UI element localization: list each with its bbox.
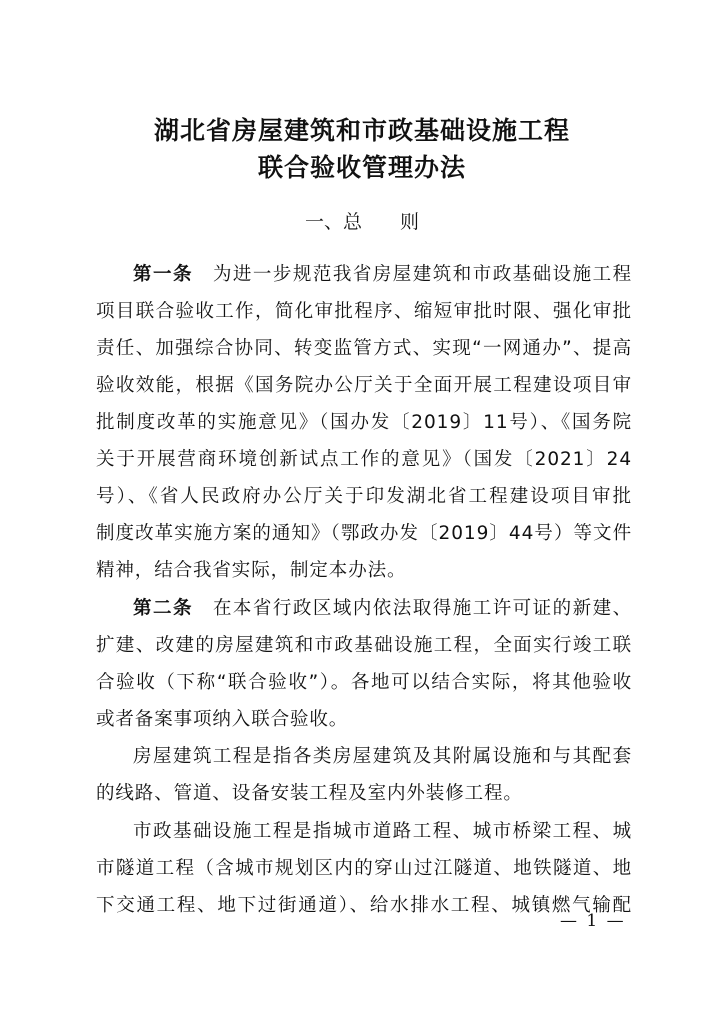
article-1-line: 关于开展营商环境创新试点工作的意见》（国发〔2021〕24 (96, 449, 632, 470)
article-1-line: 号）、《省人民政府办公厅关于印发湖北省工程建设项目审批 (96, 486, 632, 507)
article-2-label: 第二条 (133, 598, 193, 619)
article-1-text: 为进一步规范我省房屋建筑和市政基础设施工程 (212, 264, 632, 285)
municipal-paragraph-line: 市隧道工程（含城市规划区内的穿山过江隧道、地铁隧道、地 (96, 858, 632, 879)
housing-paragraph-line: 的线路、管道、设备安装工程及室内外装修工程。 (96, 783, 523, 804)
article-1-label: 第一条 (133, 264, 193, 285)
page-number: — 1 — (560, 911, 626, 931)
section-heading-number: 一、总 (304, 211, 362, 233)
article-1-line: 责任、加强综合协同、转变监管方式、实现“一网通办”、提高 (96, 338, 632, 359)
article-1-line: 验收效能，根据《国务院办公厅关于全面开展工程建设项目审 (96, 375, 632, 396)
article-1-line: 制度改革实施方案的通知》（鄂政办发〔2019〕44号）等文件 (96, 523, 632, 544)
article-2-text: 在本省行政区域内依法取得施工许可证的新建、 (212, 598, 632, 619)
article-2-line: 扩建、改建的房屋建筑和市政基础设施工程，全面实行竣工联 (96, 635, 632, 656)
article-2-line: 或者备案事项纳入联合验收。 (96, 709, 349, 730)
municipal-paragraph-line: 市政基础设施工程是指城市道路工程、城市桥梁工程、城 (133, 821, 632, 842)
document-title-line-2: 联合验收管理办法 (257, 153, 466, 182)
document-title-line-1: 湖北省房屋建筑和市政基础设施工程 (153, 116, 570, 145)
article-2-line (133, 596, 632, 622)
article-1-line: 项目联合验收工作，简化审批程序、缩短审批时限、强化审批 (96, 301, 632, 322)
article-1-line (133, 262, 632, 288)
article-1-line: 精神，结合我省实际，制定本办法。 (96, 560, 407, 581)
municipal-paragraph-line: 下交通工程、地下过街通道）、给水排水工程、城镇燃气输配 (96, 895, 632, 916)
section-heading (0, 210, 724, 234)
housing-paragraph-line: 房屋建筑工程是指各类房屋建筑及其附属设施和与其配套 (133, 746, 632, 767)
article-2-line: 合验收（下称“联合验收”）。各地可以结合实际，将其他验收 (96, 672, 632, 693)
section-heading-word: 则 (400, 211, 420, 233)
article-1-line: 批制度改革的实施意见》（国办发〔2019〕11号）、《国务院 (96, 412, 632, 433)
